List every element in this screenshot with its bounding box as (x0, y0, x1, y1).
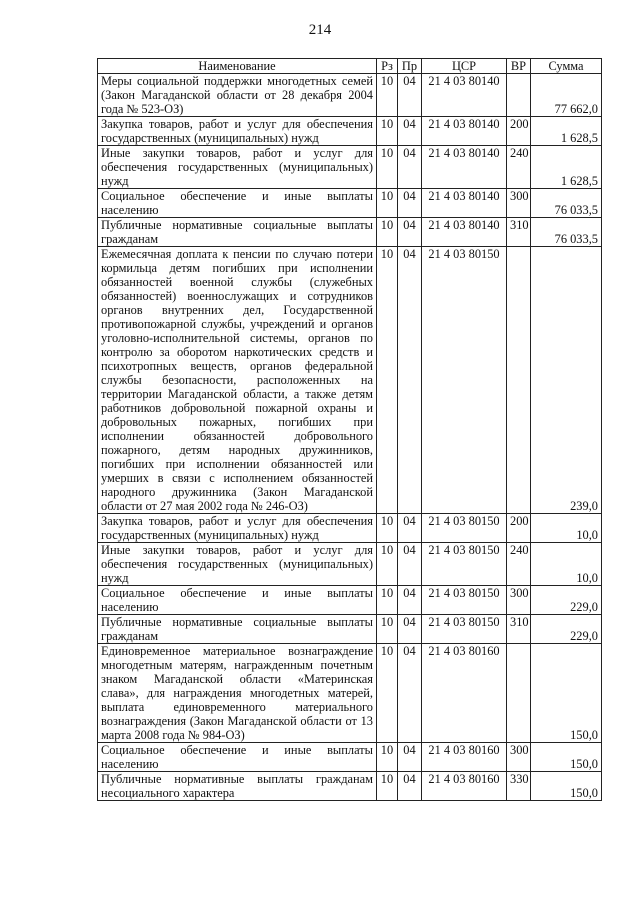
cell-rz: 10 (377, 218, 398, 247)
cell-name: Публичные нормативные социальные выплаты гражданам (98, 218, 377, 247)
table-row (98, 117, 602, 146)
cell-vr (507, 644, 531, 743)
cell-name: Закупка товаров, работ и услуг для обеспечения государственных (муниципальных) нужд (98, 514, 377, 543)
cell-sum: 229,0 (531, 615, 602, 644)
cell-vr: 200 (507, 117, 531, 146)
cell-pr: 04 (398, 543, 422, 586)
table-row (98, 146, 602, 189)
column-header-vr: ВР (507, 59, 531, 74)
cell-name: Публичные нормативные социальные выплаты гражданам (98, 615, 377, 644)
cell-csr: 21 4 03 80140 (422, 117, 507, 146)
cell-pr: 04 (398, 74, 422, 117)
column-header-csr: ЦСР (422, 59, 507, 74)
table-row (98, 514, 602, 543)
cell-name: Социальное обеспечение и иные выплаты населению (98, 743, 377, 772)
table-row (98, 586, 602, 615)
table-header-row (98, 59, 602, 74)
cell-csr: 21 4 03 80150 (422, 586, 507, 615)
table-row (98, 74, 602, 117)
cell-vr: 330 (507, 772, 531, 801)
cell-csr: 21 4 03 80140 (422, 146, 507, 189)
cell-rz: 10 (377, 74, 398, 117)
table-row (98, 543, 602, 586)
table-row (98, 615, 602, 644)
cell-pr: 04 (398, 146, 422, 189)
cell-sum: 1 628,5 (531, 117, 602, 146)
cell-csr: 21 4 03 80150 (422, 514, 507, 543)
column-header-name: Наименование (98, 59, 377, 74)
cell-vr (507, 74, 531, 117)
cell-vr: 240 (507, 543, 531, 586)
budget-table (97, 58, 602, 801)
cell-sum: 150,0 (531, 743, 602, 772)
table-row (98, 247, 602, 514)
cell-name: Социальное обеспечение и иные выплаты населению (98, 586, 377, 615)
cell-sum: 1 628,5 (531, 146, 602, 189)
table-row (98, 189, 602, 218)
cell-name: Иные закупки товаров, работ и услуг для обеспечения государственных (муниципальных) нужд (98, 146, 377, 189)
cell-name: Публичные нормативные выплаты гражданам несоциального характера (98, 772, 377, 801)
cell-pr: 04 (398, 772, 422, 801)
cell-sum: 150,0 (531, 644, 602, 743)
cell-csr: 21 4 03 80160 (422, 644, 507, 743)
cell-rz: 10 (377, 743, 398, 772)
cell-sum: 77 662,0 (531, 74, 602, 117)
cell-name: Иные закупки товаров, работ и услуг для обеспечения государственных (муниципальных) нужд (98, 543, 377, 586)
cell-sum: 10,0 (531, 514, 602, 543)
cell-name: Закупка товаров, работ и услуг для обеспечения государственных (муниципальных) нужд (98, 117, 377, 146)
cell-vr: 240 (507, 146, 531, 189)
cell-pr: 04 (398, 247, 422, 514)
cell-pr: 04 (398, 644, 422, 743)
cell-rz: 10 (377, 772, 398, 801)
cell-pr: 04 (398, 615, 422, 644)
cell-pr: 04 (398, 117, 422, 146)
cell-csr: 21 4 03 80160 (422, 743, 507, 772)
cell-csr: 21 4 03 80140 (422, 218, 507, 247)
cell-csr: 21 4 03 80140 (422, 74, 507, 117)
cell-rz: 10 (377, 514, 398, 543)
table-row (98, 772, 602, 801)
cell-sum: 239,0 (531, 247, 602, 514)
cell-vr: 300 (507, 586, 531, 615)
cell-vr: 300 (507, 743, 531, 772)
cell-csr: 21 4 03 80150 (422, 247, 507, 514)
cell-rz: 10 (377, 543, 398, 586)
cell-sum: 229,0 (531, 586, 602, 615)
cell-sum: 150,0 (531, 772, 602, 801)
cell-rz: 10 (377, 644, 398, 743)
cell-rz: 10 (377, 189, 398, 218)
cell-vr (507, 247, 531, 514)
cell-vr: 300 (507, 189, 531, 218)
cell-rz: 10 (377, 586, 398, 615)
cell-sum: 76 033,5 (531, 189, 602, 218)
cell-name: Социальное обеспечение и иные выплаты населению (98, 189, 377, 218)
cell-csr: 21 4 03 80150 (422, 615, 507, 644)
cell-pr: 04 (398, 514, 422, 543)
cell-pr: 04 (398, 586, 422, 615)
cell-pr: 04 (398, 743, 422, 772)
cell-pr: 04 (398, 189, 422, 218)
cell-rz: 10 (377, 247, 398, 514)
cell-sum: 76 033,5 (531, 218, 602, 247)
cell-sum: 10,0 (531, 543, 602, 586)
page-number: 214 (308, 22, 332, 38)
column-header-sum: Сумма (531, 59, 602, 74)
cell-rz: 10 (377, 117, 398, 146)
cell-csr: 21 4 03 80160 (422, 772, 507, 801)
cell-pr: 04 (398, 218, 422, 247)
cell-vr: 310 (507, 615, 531, 644)
cell-vr: 310 (507, 218, 531, 247)
cell-name: Ежемесячная доплата к пенсии по случаю потери кормильца детям погибших при исполнении обязанностей военной службы (служебных обязанностей) военнослужащих и сотрудников органов внутренних дел, Государственной противопожарной службы, учреждений и органов уголовно-исполнительной системы, органов по контролю за оборотом наркотических средств и психотропных веществ, органов федеральной службы безопасности, расположенных на территории Магаданской области, а также детям работников добровольной пожарной охраны и добровольных пожарных, погибших при исполнении обязанностей добровольного пожарного, детям народных дружинников, погибших при исполнении обязанностей или умерших в связи с исполнением обязанностей народного дружинника (Закон Магаданской области от 27 мая 2002 года № 246-ОЗ) (98, 247, 377, 514)
cell-name: Единовременное материальное вознаграждение многодетным матерям, награжденным почетным знаком Магаданской области «Материнская слава», для награждения многодетных матерей, выплата единовременного материального вознаграждения (Закон Магаданской области от 13 марта 2008 года № 984-ОЗ) (98, 644, 377, 743)
cell-csr: 21 4 03 80150 (422, 543, 507, 586)
cell-rz: 10 (377, 615, 398, 644)
cell-vr: 200 (507, 514, 531, 543)
cell-rz: 10 (377, 146, 398, 189)
table-body (98, 74, 602, 801)
column-header-pr: Пр (398, 59, 422, 74)
table-row (98, 218, 602, 247)
cell-name: Меры социальной поддержки многодетных семей (Закон Магаданской области от 28 декабря 2004 года № 523-ОЗ) (98, 74, 377, 117)
table-row (98, 743, 602, 772)
column-header-rz: Рз (377, 59, 398, 74)
cell-csr: 21 4 03 80140 (422, 189, 507, 218)
table-row (98, 644, 602, 743)
